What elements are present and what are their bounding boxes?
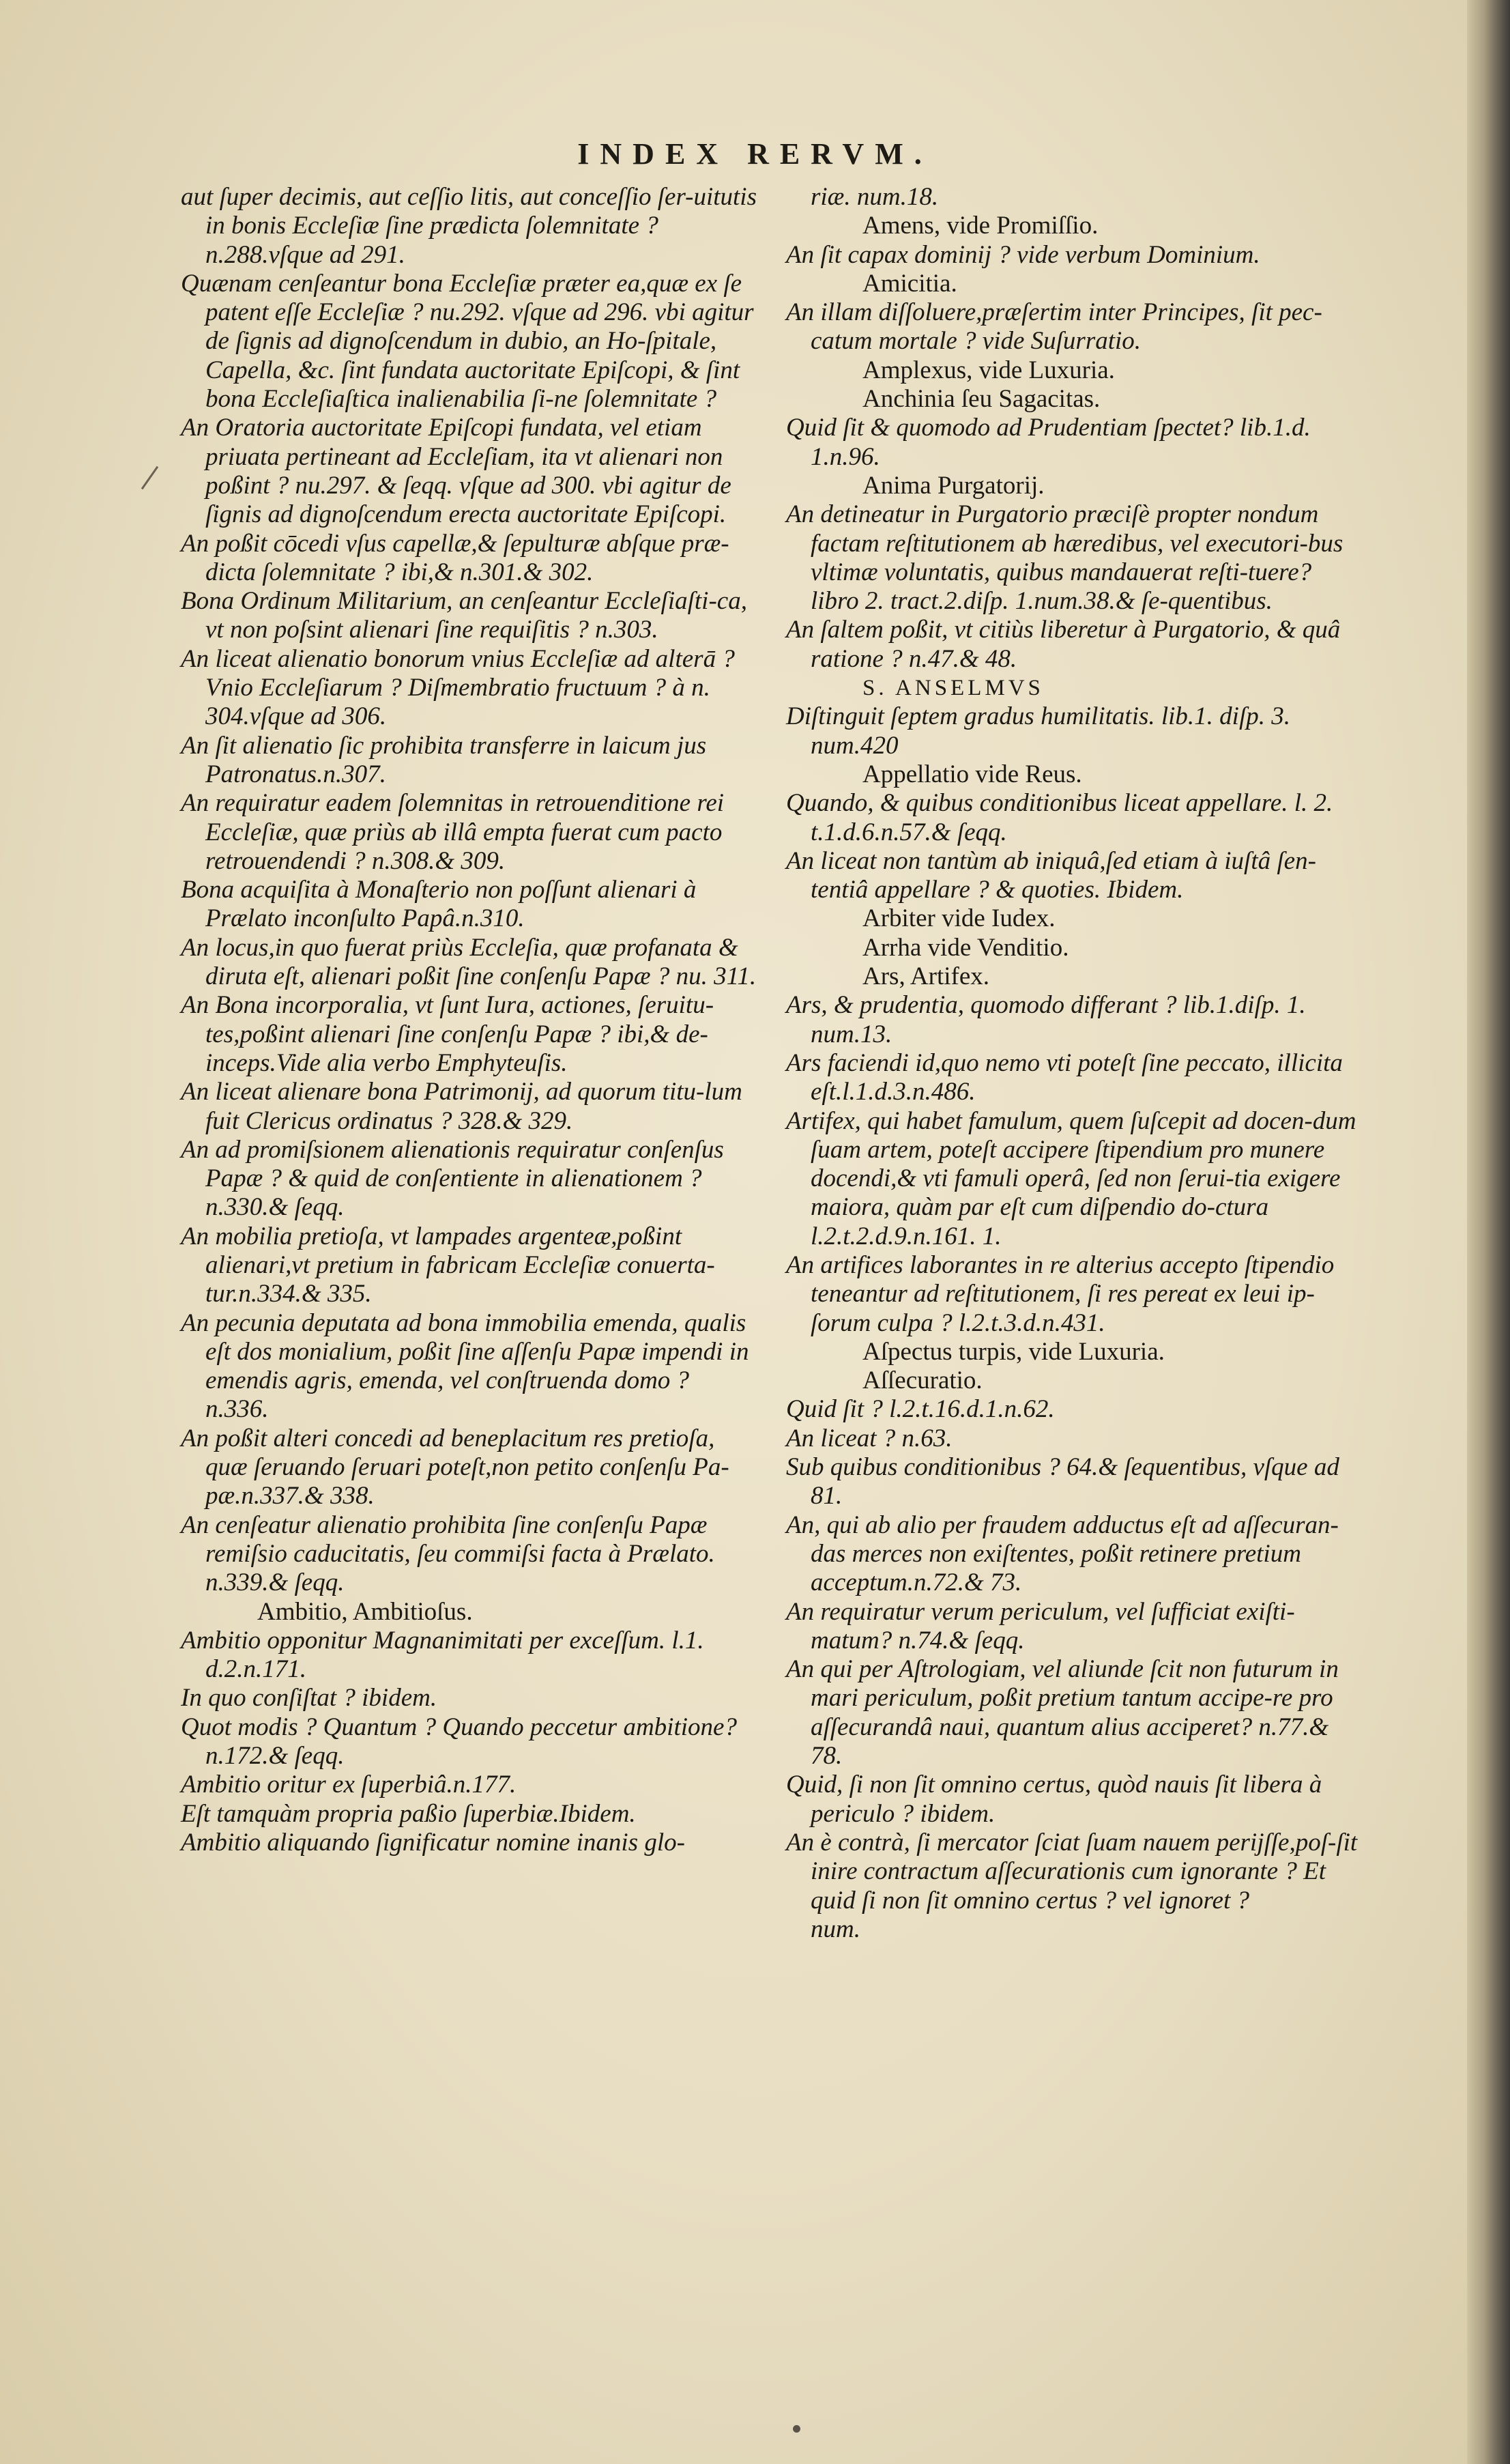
- index-heading: Ambitio, Ambitioſus.: [257, 1597, 473, 1626]
- index-entry: Sub quibus conditionibus ? 64.& ſequentibus, vſque ad 81.: [786, 1453, 1339, 1510]
- index-entry: Quid ſit ? l.2.t.16.d.1.n.62.: [786, 1395, 1055, 1424]
- index-entry: An artifices laborantes in re alterius accepto ſtipendio teneantur ad reſtitutionem, ſi res pereat ex leui ip-ſorum culpa ? l.2.t.3.d.n.431.: [786, 1250, 1335, 1337]
- book-gutter: [1467, 0, 1510, 2464]
- index-entry: Ars, & prudentia, quomodo differant ? lib.1.diſp. 1. num.13.: [786, 991, 1306, 1048]
- index-heading: Amens, vide Promiſſio.: [862, 212, 1099, 240]
- index-entry: An ſit alienatio ſic prohibita transferre in laicum jus Patronatus.n.307.: [181, 731, 707, 788]
- margin-mark: [141, 466, 158, 489]
- index-entry: An Bona incorporalia, vt ſunt Iura, actiones, ſeruitu-tes,poßint alienari ſine conſenſu Papæ ? ibi,& de-inceps.Vide alia verbo Emphyteuſis.: [181, 991, 714, 1077]
- running-header: INDEX RERVM.: [577, 137, 933, 171]
- left-column: [181, 183, 757, 1857]
- index-entry: Diſtinguit ſeptem gradus humilitatis. lib.1. diſp. 3. num.420: [786, 702, 1290, 760]
- index-entry: Eſt tamquàm propria paßio ſuperbiæ.Ibidem.: [181, 1799, 636, 1828]
- index-entry: Bona Ordinum Militarium, an cenſeantur Eccleſiaſti-ca, vt non poſsint alienari ſine requiſitis ? n.303.: [181, 587, 747, 644]
- index-heading: Arbiter vide Iudex.: [862, 904, 1056, 933]
- index-entry: An, qui ab alio per fraudem adductus eſt ad aſſecuran-das merces non exiſtentes, poßit retinere pretium acceptum.n.72.& 73.: [786, 1510, 1339, 1597]
- index-heading: Amplexus, vide Luxuria.: [862, 356, 1115, 384]
- index-heading: Appellatio vide Reus.: [862, 760, 1082, 788]
- index-entry: An poßit cōcedi vſus capellæ,& ſepulturæ abſque præ-dicta ſolemnitate ? ibi,& n.301.& 302.: [181, 529, 729, 586]
- index-entry: An ad promiſsionem alienationis requiratur conſenſus Papæ ? & quid de conſentiente in alienationem ? n.330.& ſeqq.: [181, 1135, 724, 1222]
- index-cont: riæ. num.18.: [811, 183, 939, 211]
- index-entry: Quot modis ? Quantum ? Quando peccetur ambitione? n.172.& ſeqq.: [181, 1713, 737, 1771]
- index-entry: An è contrà, ſi mercator ſciat ſuam nauem perijſſe,poſ-ſit inire contractum aſſecurationis cum ignorante ? Et quid ſi non ſit omnino certus ? vel ignoret ?: [786, 1828, 1358, 1915]
- index-entry: Artifex, qui habet famulum, quem ſuſcepit ad docen-dum ſuam artem, poteſt accipere ſtipendium pro munere docendi,& vti famuli operâ, ſed non ſerui-tia exigere maiora, quàm par eſt cum diſpendio do-ctura l.2.t.2.d.9.n.161. 1.: [786, 1106, 1356, 1250]
- index-entry: Quid, ſi non ſit omnino certus, quòd nauis ſit libera à periculo ? ibidem.: [786, 1771, 1322, 1828]
- index-heading: Aſpectus turpis, vide Luxuria.: [862, 1337, 1165, 1366]
- index-entry: An liceat ? n.63.: [786, 1424, 953, 1452]
- index-heading: Anima Purgatorij.: [862, 471, 1045, 500]
- index-entry: An poßit alteri concedi ad beneplacitum res pretioſa, quæ ſeruando ſeruari poteſt,non petito conſenſu Pa-pæ.n.337.& 338.: [181, 1424, 729, 1510]
- index-entry: An requiratur eadem ſolemnitas in retrouenditione rei Eccleſiæ, quæ priùs ab illâ empta fuerat cum pacto retrouendendi ? n.308.& 309.: [181, 789, 725, 875]
- index-heading: Ars, Artifex.: [862, 962, 989, 991]
- index-entry: Quænam cenſeantur bona Eccleſiæ præter ea,quæ ex ſe patent eſſe Eccleſiæ ? nu.292. vſque ad 296. vbi agitur de ſignis ad dignoſcendum in dubio, an Ho-ſpitale, Capella, &c. ſint fundata auctoritate Epiſcopi, & ſint bona Eccleſiaſtica inalienabilia ſi-ne ſolemnitate ?: [181, 269, 754, 414]
- index-entry: Ambitio opponitur Magnanimitati per exceſſum. l.1. d.2.n.171.: [181, 1626, 704, 1684]
- index-entry: An ſaltem poßit, vt citiùs liberetur à Purgatorio, & quâ ratione ? n.47.& 48.: [786, 616, 1341, 673]
- ink-spot: [793, 2425, 800, 2433]
- index-entry: An pecunia deputata ad bona immobilia emenda, qualis eſt dos monialium, poßit ſine aſſenſu Papæ impendi in emendis agris, emenda, vel conſtruenda domo ? n.336.: [181, 1308, 749, 1424]
- index-entry: Quando, & quibus conditionibus liceat appellare. l. 2. t.1.d.6.n.57.& ſeqq.: [786, 789, 1333, 846]
- index-cont: num.: [811, 1915, 860, 1943]
- index-entry: An liceat alienatio bonorum vnius Eccleſiæ ad alterā ? Vnio Eccleſiarum ? Diſmembratio fructuum ? à n. 304.vſque ad 306.: [181, 644, 735, 731]
- index-entry: Ambitio oritur ex ſuperbiâ.n.177.: [181, 1771, 517, 1799]
- index-entry: An detineatur in Purgatorio præciſè propter nondum factam reſtitutionem ab hæredibus, vel executori-bus vltimæ voluntatis, quibus mandauerat reſti-tuere? libro 2. tract.2.diſp. 1.num.38.& ſe-quentibus.: [786, 500, 1344, 616]
- index-entry: Ars faciendi id,quo nemo vti poteſt ſine peccato, illicita eſt.l.1.d.3.n.486.: [786, 1048, 1343, 1106]
- index-entry: An qui per Aſtrologiam, vel aliunde ſcit non futurum in mari periculum, poßit pretium tantum accipe-re pro aſſecurandâ naui, quantum alius acciperet? n.77.& 78.: [786, 1655, 1339, 1771]
- index-entry: An locus,in quo fuerat priùs Eccleſia, quæ profanata & diruta eſt, alienari poßit ſine conſenſu Papæ ? nu. 311.: [181, 933, 757, 991]
- index-entry: An mobilia pretioſa, vt lampades argenteæ,poßint alienari,vt pretium in fabricam Eccleſiæ conuerta-tur.n.334.& 335.: [181, 1222, 715, 1308]
- index-entry: An requiratur verum periculum, vel ſufficiat exiſti-matum? n.74.& ſeqq.: [786, 1597, 1295, 1654]
- index-heading: Aſſecuratio.: [862, 1366, 983, 1395]
- index-entry: In quo conſiſtat ? ibidem.: [181, 1684, 437, 1713]
- index-entry: An liceat non tantùm ab iniquâ,ſed etiam à iuſtâ ſen-tentiâ appellare ? & quoties. Ibidem.: [786, 846, 1316, 904]
- index-heading: Arrha vide Venditio.: [862, 933, 1069, 962]
- index-heading: Anchinia ſeu Sagacitas.: [862, 385, 1101, 414]
- index-entry: Ambitio aliquando ſignificatur nomine inanis glo-: [181, 1828, 685, 1857]
- index-entry: Bona acquiſita à Monaſterio non poſſunt alienari à Prælato inconſulto Papâ.n.310.: [181, 876, 697, 933]
- index-entry: An illam diſſoluere,præſertim inter Principes, ſit pec-catum mortale ? vide Suſurratio.: [786, 298, 1322, 356]
- index-entry: An Oratoria auctoritate Epiſcopi fundata, vel etiam priuata pertineant ad Eccleſiam, ita vt alienari non poßint ? nu.297. & ſeqq. vſque ad 300. vbi agitur de ſignis ad dignoſcendum erecta auctoritate Epiſcopi.: [181, 414, 731, 529]
- index-smallcaps: S. ANSELMVS: [862, 676, 1044, 701]
- index-entry: aut ſuper decimis, aut ceſſio litis, aut conceſſio ſer-uitutis in bonis Eccleſiæ ſine prædicta ſolemnitate ? n.288.vſque ad 291.: [181, 183, 757, 269]
- index-entry: An cenſeatur alienatio prohibita ſine conſenſu Papæ remiſsio caducitatis, ſeu commiſsi facta à Prælato. n.339.& ſeqq.: [181, 1510, 715, 1597]
- index-entry: An liceat alienare bona Patrimonij, ad quorum titu-lum fuit Clericus ordinatus ? 328.& 329.: [181, 1078, 742, 1135]
- right-column: [786, 183, 1359, 1944]
- index-entry: Quid ſit & quomodo ad Prudentiam ſpectet? lib.1.d. 1.n.96.: [786, 414, 1311, 471]
- index-heading: Amicitia.: [862, 269, 957, 298]
- index-entry: An ſit capax dominij ? vide verbum Dominium.: [786, 240, 1260, 269]
